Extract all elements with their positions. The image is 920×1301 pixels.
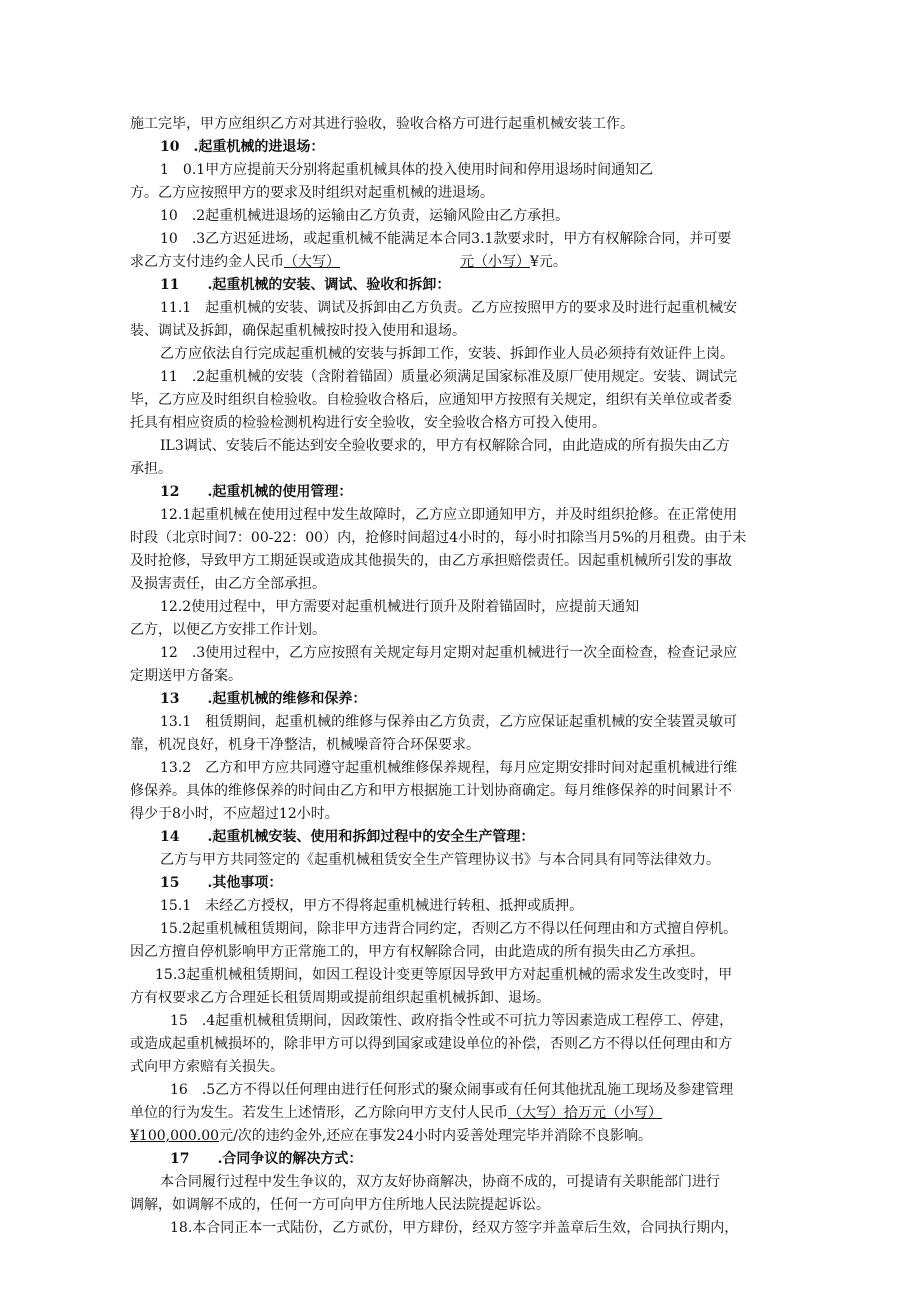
text-line: 13.2 乙方和甲方应共同遵守起重机械维修保养规程，每月应定期安排时间对起重机械进行维 <box>160 760 738 776</box>
section-heading-15: 15 .其他事项： <box>160 875 283 891</box>
text-line: 定期送甲方备案。 <box>130 668 242 684</box>
text-line: 12 .3使用过程中，乙方应按照有关规定每月定期对起重机械进行一次全面检查，检查记录应 <box>160 645 738 661</box>
text-line: 15 .4起重机械租赁期间，因政策性、政府指令性或不可抗力等因素造成工程停工、停建， <box>170 1013 734 1029</box>
text-line: 毕，乙方应及时组织自检验收。自检验收合格后，应通知甲方按照有关规定，组织有关单位或者委 <box>130 392 732 408</box>
text-line: 方有权要求乙方合理延长租赁周期或提前组织起重机械拆卸、退场。 <box>130 990 550 1006</box>
text-line: 13.1 租赁期间，起重机械的维修与保养由乙方负责，乙方应保证起重机械的安全装置灵敏可 <box>160 714 738 730</box>
text-line: 15.1 未经乙方授权，甲方不得将起重机械进行转租、抵押或质押。 <box>160 898 584 914</box>
text-line-penalty <box>130 251 810 273</box>
text-line: 施工完毕，甲方应组织乙方对其进行验收，验收合格方可进行起重机械安装工作。 <box>130 116 634 132</box>
text-line-penalty-amount <box>130 1102 810 1124</box>
section-heading-13: 13 .起重机械的维修和保养： <box>160 691 367 707</box>
amount-figure: ¥100,000.00 <box>130 1128 220 1144</box>
text-segment: ¥元。 <box>530 254 567 270</box>
text-line: 托具有相应资质的检验检测机构进行安全验收，安全验收合格方可投入使用。 <box>130 415 606 431</box>
text-line: 10 .2起重机械进退场的运输由乙方负责，运输风险由乙方承担。 <box>160 208 570 224</box>
text-line: 修保养。具体的维修保养的时间由乙方和甲方根据施工计划协商确定。每月维修保养的时间累计不 <box>130 783 732 799</box>
text-line: 乙方应依法自行完成起重机械的安装与拆卸工作，安装、拆卸作业人员必须持有效证件上岗。 <box>160 346 734 362</box>
text-line: 得少于8小时，不应超过12小时。 <box>130 806 339 822</box>
text-line: 及损害责任，由乙方全部承担。 <box>130 576 326 592</box>
text-line: 15.3起重机械租赁期间，如因工程设计变更等原因导致甲方对起重机械的需求发生改变时，甲 <box>155 967 733 983</box>
section-heading-11: 11 .起重机械的安装、调试、验收和拆卸： <box>160 277 451 293</box>
text-segment: 求乙方支付违约金人民币 <box>130 254 284 270</box>
text-segment: 元/次的违约金外,还应在事发24小时内妥善处理完毕并消除不良影响。 <box>219 1128 653 1144</box>
text-line: IL3调试、安装后不能达到安全验收要求的，甲方有权解除合同，由此造成的所有损失由乙方 <box>160 438 730 454</box>
section-heading-12: 12 .起重机械的使用管理： <box>160 484 353 500</box>
text-line: 11.1 起重机械的安装、调试及拆卸由乙方负责。乙方应按照甲方的要求及时进行起重机械安 <box>160 300 738 316</box>
text-line: 方。乙方应按照甲方的要求及时组织对起重机械的进退场。 <box>130 185 494 201</box>
text-line: 16 .5乙方不得以任何理由进行任何形式的聚众闹事或有任何其他扰乱施工现场及参建管理 <box>170 1082 734 1098</box>
text-line: 12.2使用过程中，甲方需要对起重机械进行顶升及附着锚固时，应提前天通知 <box>160 599 640 615</box>
text-line: 式向甲方索赔有关损失。 <box>130 1059 284 1075</box>
text-line: 时段（北京时间7：00-22：00）内，抢修时间超过4小时的，每小时扣除当月5%的月租费。由于未 <box>130 530 747 546</box>
blank-amount-in-words: （大写）拾万元（小写） <box>508 1105 662 1121</box>
section-heading-17: 17 .合同争议的解决方式： <box>170 1151 363 1167</box>
text-line: 15.2起重机械租赁期间，除非甲方违背合同约定，否则乙方不得以任何理由和方式擅自停机。 <box>160 921 738 937</box>
text-line: 1 0.1甲方应提前天分别将起重机械具体的投入使用时间和停用退场时间通知乙 <box>160 162 654 178</box>
text-line: 10 .3乙方迟延进场，或起重机械不能满足本合同3.1款要求时，甲方有权解除合同，并可要 <box>160 231 732 247</box>
text-line: 及时抢修，导致甲方工期延误或造成其他损失的，由乙方承担赔偿责任。因起重机械所引发的事故 <box>130 553 732 569</box>
text-line: 本合同履行过程中发生争议的，双方友好协商解决，协商不成的，可提请有关职能部门进行 <box>160 1174 720 1190</box>
text-line: 18.本合同正本一式陆份，乙方贰份，甲方肆份，经双方签字并盖章后生效，合同执行期内， <box>170 1220 739 1236</box>
text-line: 12.1起重机械在使用过程中发生故障时，乙方应立即通知甲方，并及时组织抢修。在正常使用 <box>160 507 738 523</box>
text-line: 乙方与甲方共同签定的《起重机械租赁安全生产管理协议书》与本合同具有同等法律效力。 <box>160 852 720 868</box>
blank-amount-in-words: （大写） 元（小写） <box>284 254 530 270</box>
text-line: 靠，机况良好，机身干净整洁，机械噪音符合环保要求。 <box>130 737 480 753</box>
text-line: 因乙方擅自停机影响甲方正常施工的，甲方有权解除合同，由此造成的所有损失由乙方承担。 <box>130 944 704 960</box>
text-line-penalty-amount-figure <box>130 1125 810 1147</box>
text-line: 11 .2起重机械的安装（含附着锚固）质量必须满足国家标准及原厂使用规定。安装、调试完 <box>160 369 738 385</box>
section-heading-14: 14 .起重机械安装、使用和拆卸过程中的安全生产管理： <box>160 829 535 845</box>
text-line: 承担。 <box>130 461 172 477</box>
section-heading-10: 10 .起重机械的进退场： <box>160 139 325 155</box>
text-line: 乙方，以便乙方安排工作计划。 <box>130 622 326 638</box>
text-line: 调解，如调解不成的，任何一方可向甲方住所地人民法院提起诉讼。 <box>130 1197 550 1213</box>
text-segment: 单位的行为发生。若发生上述情形，乙方除向甲方支付人民币 <box>130 1105 508 1121</box>
text-line: 或造成起重机械损坏的，除非甲方可以得到国家或建设单位的补偿，否则乙方不得以任何理由和方 <box>130 1036 732 1052</box>
text-line: 装、调试及拆卸，确保起重机械按时投入使用和退场。 <box>130 323 466 339</box>
